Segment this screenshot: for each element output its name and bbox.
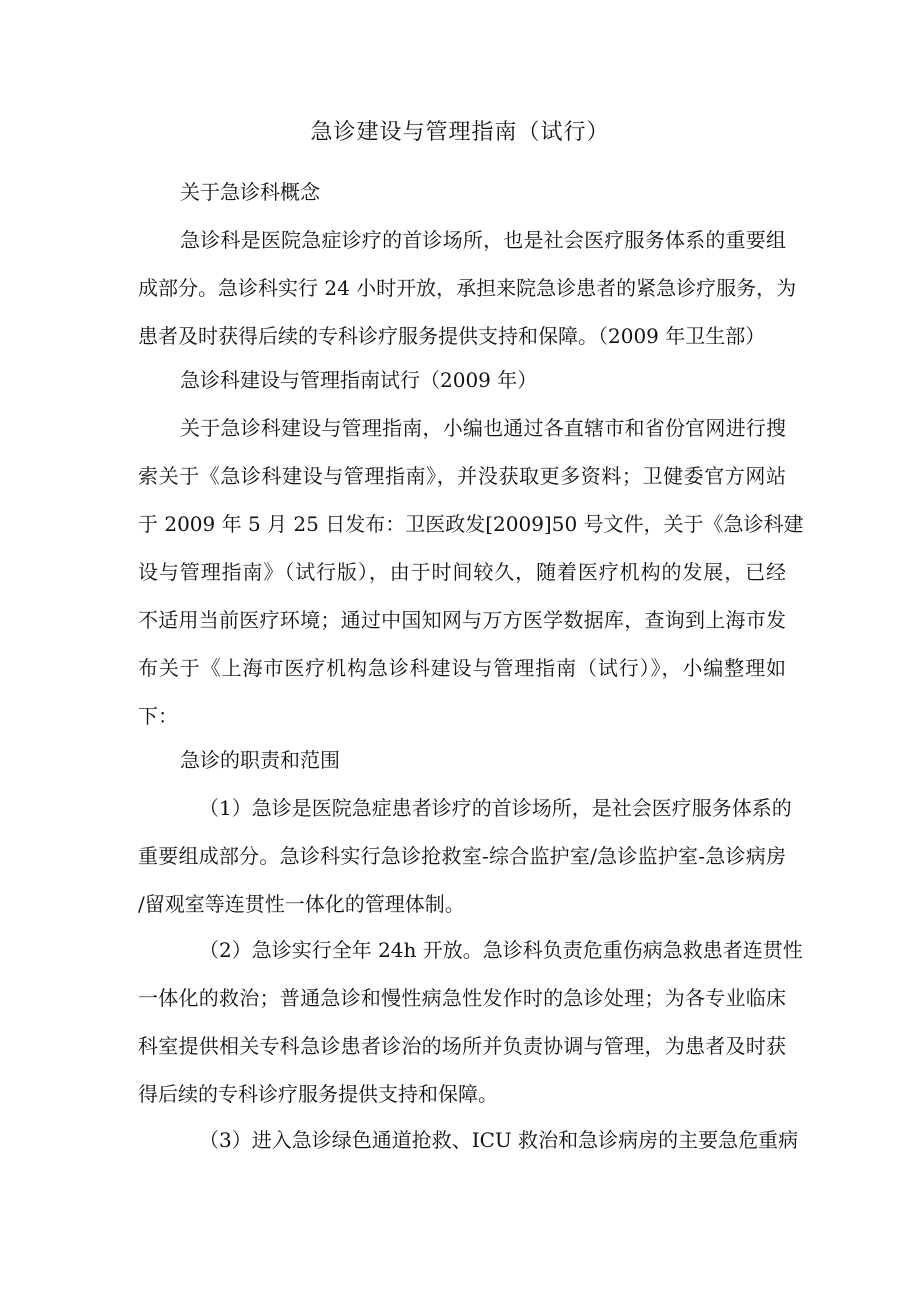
guide-heading-text: 急诊科建设与管理指南试行（2009 年） — [180, 368, 538, 392]
paragraph-line: /留观室等连贯性一体化的管理体制。 — [138, 892, 465, 916]
duties-heading-text: 急诊的职责和范围 — [180, 748, 340, 772]
paragraph-line: 得后续的专科诊疗服务提供支持和保障。 — [138, 1082, 498, 1106]
duty-item-1 — [138, 784, 792, 928]
paragraph-line: 患者及时获得后续的专科诊疗服务提供支持和保障。（2009 年卫生部） — [138, 324, 766, 348]
paragraph-line: （2）急诊实行全年 24h 开放。急诊科负责危重伤病急救患者连贯性 — [199, 938, 803, 962]
paragraph-line: 不适用当前医疗环境；通过中国知网与万方医学数据库，查询到上海市发 — [138, 608, 786, 632]
paragraph-line: 索关于《急诊科建设与管理指南》，并没获取更多资料；卫健委官方网站 — [138, 464, 786, 488]
paragraph-line: 科室提供相关专科急诊患者诊治的场所并负责协调与管理，为患者及时获 — [138, 1034, 786, 1058]
paragraph-line: 重要组成部分。急诊科实行急诊抢救室-综合监护室/急诊监护室-急诊病房 — [138, 844, 786, 868]
paragraph-line: 于 2009 年 5 月 25 日发布：卫医政发[2009]50 号文件，关于《急诊科建 — [138, 512, 804, 536]
paragraph-line: 一体化的救治；普通急诊和慢性病急性发作时的急诊处理；为各专业临床 — [138, 986, 786, 1010]
paragraph-line: 关于急诊科建设与管理指南，小编也通过各直辖市和省份官网进行搜 — [180, 416, 786, 440]
concept-heading-text: 关于急诊科概念 — [180, 180, 320, 204]
concept-heading — [138, 168, 786, 216]
guide-paragraph — [138, 404, 804, 740]
document-title: 急诊建设与管理指南（试行） — [310, 120, 610, 145]
paragraph-line: 设与管理指南》（试行版），由于时间较久，随着医疗机构的发展，已经 — [138, 560, 786, 584]
paragraph-line: 成部分。急诊科实行 24 小时开放，承担来院急诊患者的紧急诊疗服务，为 — [138, 276, 797, 300]
guide-heading — [138, 356, 786, 404]
duty-item-2 — [138, 926, 803, 1118]
duties-heading — [138, 736, 786, 784]
paragraph-line: 下： — [138, 704, 178, 728]
paragraph-line: （3）进入急诊绿色通道抢救、ICU 救治和急诊病房的主要急危重病 — [199, 1128, 799, 1152]
paragraph-line: 布关于《上海市医疗机构急诊科建设与管理指南（试行）》，小编整理如 — [138, 656, 786, 680]
paragraph-line: 急诊科是医院急症诊疗的首诊场所，也是社会医疗服务体系的重要组 — [180, 228, 786, 252]
duty-item-3 — [138, 1116, 799, 1164]
paragraph-line: （1）急诊是医院急症患者诊疗的首诊场所，是社会医疗服务体系的 — [199, 796, 792, 820]
concept-paragraph — [138, 216, 797, 360]
